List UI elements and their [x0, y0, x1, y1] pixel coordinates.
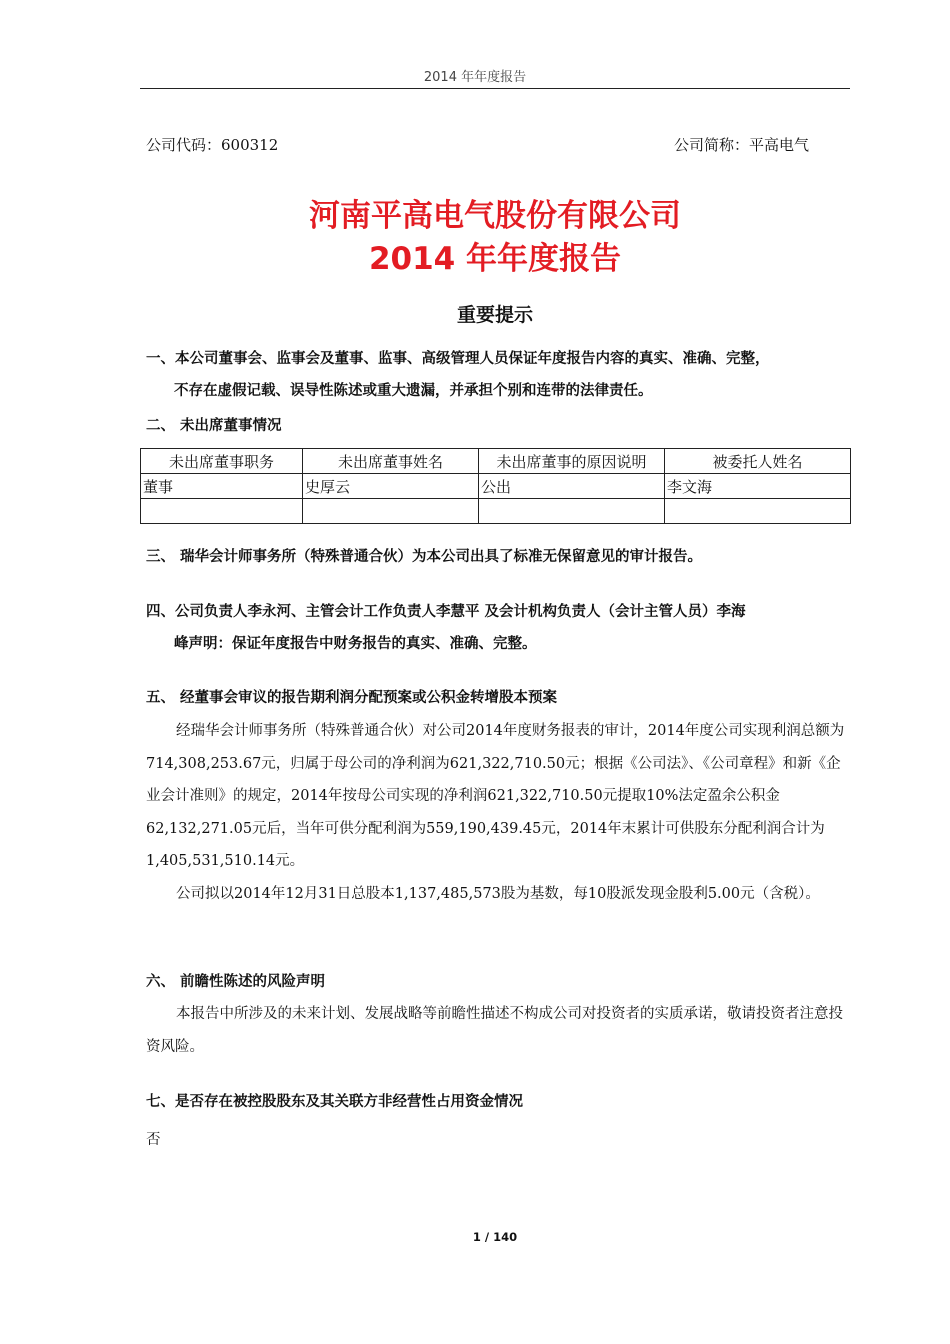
table-cell: 公出	[479, 474, 665, 499]
table-cell: 李文海	[665, 474, 851, 499]
table-cell	[665, 499, 851, 524]
company-short-name: 公司简称：平高电气	[674, 136, 810, 154]
company-code: 公司代码：600312	[146, 136, 279, 154]
table-cell	[303, 499, 479, 524]
section-6-heading: 六、 前瞻性陈述的风险声明	[146, 974, 326, 990]
section-5-paragraph-2	[146, 878, 850, 911]
table-header-cell: 未出席董事职务	[141, 449, 303, 474]
table-cell	[141, 499, 303, 524]
section-4-line-2: 峰声明：保证年度报告中财务报告的真实、准确、完整。	[174, 636, 537, 652]
section-5-paragraph-2-text: 公司拟以2014年12月31日总股本1,137,485,573股为基数，每10股派发现金股利5.00元（含税）。	[176, 886, 820, 902]
table-header-cell: 被委托人姓名	[665, 449, 851, 474]
section-1-line-2: 不存在虚假记载、误导性陈述或重大遗漏，并承担个别和连带的法律责任。	[174, 383, 653, 399]
table-row	[141, 474, 851, 499]
section-3: 三、 瑞华会计师事务所（特殊普通合伙）为本公司出具了标准无保留意见的审计报告。	[146, 549, 703, 565]
table-header-row	[141, 449, 851, 474]
section-5-paragraph-1	[146, 715, 850, 878]
report-title: 2014 年年度报告	[368, 241, 622, 277]
important-notice-heading: 重要提示	[456, 304, 533, 326]
table-row	[141, 499, 851, 524]
company-title: 河南平高电气股份有限公司	[309, 198, 681, 234]
header-rule	[140, 88, 850, 89]
page-number: 1 / 140	[472, 1230, 518, 1244]
table-header-cell: 未出席董事姓名	[303, 449, 479, 474]
table-cell: 董事	[141, 474, 303, 499]
absent-directors-table	[140, 448, 851, 524]
table-header-cell: 未出席董事的原因说明	[479, 449, 665, 474]
section-6-paragraph-text: 本报告中所涉及的未来计划、发展战略等前瞻性描述不构成公司对投资者的实质承诺，敬请投资者注意投资风险。	[146, 1006, 843, 1055]
section-7-answer: 否	[146, 1132, 161, 1148]
page-header: 2014 年年度报告	[423, 70, 527, 85]
section-7-heading: 七、是否存在被控股股东及其关联方非经营性占用资金情况	[146, 1094, 523, 1110]
section-1-line-1: 一、本公司董事会、监事会及董事、监事、高级管理人员保证年度报告内容的真实、准确、完整，	[146, 351, 770, 367]
table-cell: 史厚云	[303, 474, 479, 499]
section-6-paragraph	[146, 998, 850, 1063]
section-2-heading: 二、 未出席董事情况	[146, 418, 282, 434]
table-cell	[479, 499, 665, 524]
section-5-heading: 五、 经董事会审议的报告期利润分配预案或公积金转增股本预案	[146, 690, 558, 706]
section-4-line-1: 四、公司负责人李永河、主管会计工作负责人李慧平 及会计机构负责人（会计主管人员）李海	[146, 604, 746, 620]
section-5-paragraph-1-text: 经瑞华会计师事务所（特殊普通合伙）对公司2014年度财务报表的审计，2014年度公司实现利润总额为714,308,253.67元，归属于母公司的净利润为621,322,710.50元；根据《公司法》、《公司章程》和新《企业会计准则》的规定，2014年按母公司实现的净利润621,322,710.50元提取10%法定盈余公积金62,132,271.05元后，当年可供分配利润为559,190,439.45元，2014年末累计可供股东分配利润合计为1,405,531,510.14元。	[146, 723, 845, 869]
